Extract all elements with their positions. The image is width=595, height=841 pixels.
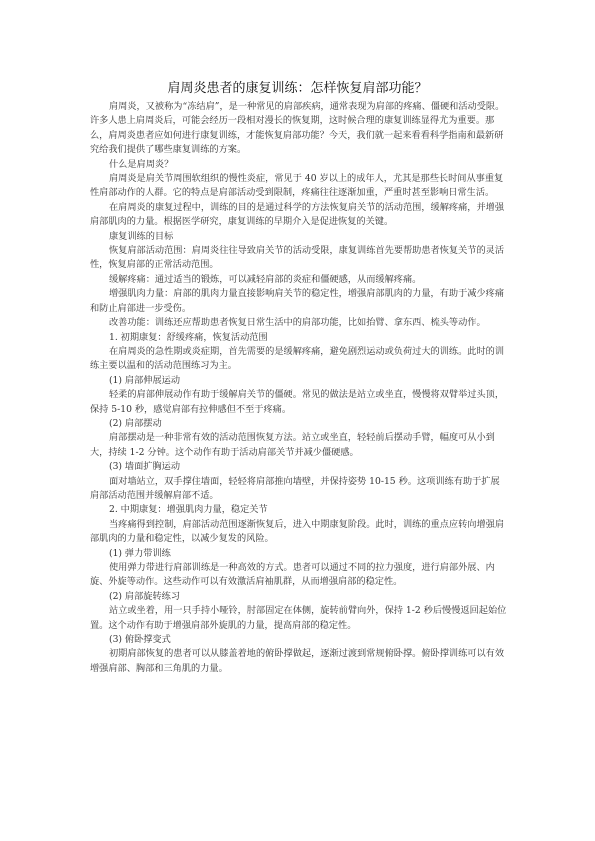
subheading-wall: (3) 墙面扩胸运动 <box>109 461 181 473</box>
heading-stage-1: 1. 初期康复：舒缓疼痛，恢复活动范围 <box>109 331 268 343</box>
paragraph-wall: 面对墙站立，双手撑住墙面，轻轻将肩部推向墙壁，并保持姿势 10-15 秒。这项训练有助于扩展肩部活动范围并缓解肩部不适。 <box>90 475 500 501</box>
document-title: 肩周炎患者的康复训练：怎样恢复肩部功能？ <box>167 81 428 96</box>
paragraph-intro: 肩周炎，又被称为“冻结肩”，是一种常见的肩部疾病，通常表现为肩部的疼痛、僵硬和活动受限。许多人患上肩周炎后，可能会经历一段相对漫长的恢复期，这时候合理的康复训练显得尤为重要。那么，肩周炎患者应如何进行康复训练，才能恢复肩部功能？今天，我们就一起来看看科学指南和最新研究给我们提供了哪些康复训练的方案。 <box>90 101 505 156</box>
goal-strength: 增强肌肉力量：肩部的肌肉力量直接影响肩关节的稳定性，增强肩部肌肉的力量，有助于减少疼痛和防止肩部进一步受伤。 <box>90 288 505 314</box>
paragraph-purpose: 在肩周炎的康复过程中，训练的目的是通过科学的方法恢复肩关节的活动范围，缓解疼痛，并增强肩部肌肉的力量。根据医学研究，康复训练的早期介入是促进恢复的关键。 <box>90 201 505 228</box>
paragraph-rotation: 站立或坐着，用一只手持小哑铃，肘部固定在体侧，旋转前臂向外，保持 1-2 秒后慢慢返回起始位置。这个动作有助于增强肩部外旋肌的力量，提高肩部的稳定性。 <box>90 605 507 631</box>
paragraph-band: 使用弹力带进行肩部训练是一种高效的方式。患者可以通过不同的拉力强度，进行肩部外展、内旋、外旋等动作。这些动作可以有效激活肩袖肌群，从而增强肩部的稳定性。 <box>90 562 495 588</box>
subheading-rotation: (2) 肩部旋转练习 <box>109 590 181 602</box>
subheading-band: (1) 弹力带训练 <box>109 547 171 559</box>
subheading-stretch: (1) 肩部伸展运动 <box>109 374 181 386</box>
paragraph-swing: 肩部摆动是一种非常有效的活动范围恢复方法。站立或坐直，轻轻前后摆动手臂，幅度可从小到大，持续 1-2 分钟。这个动作有助于活动肩部关节并减少僵硬感。 <box>90 432 495 458</box>
heading-goals: 康复训练的目标 <box>109 230 174 242</box>
document-body <box>90 100 508 676</box>
paragraph-definition: 肩周炎是肩关节周围软组织的慢性炎症，常见于 40 岁以上的成年人，尤其是那些长时间从事重复性肩部动作的人群。它的特点是肩部活动受到限制，疼痛往往逐渐加重，严重时甚至影响日常生活。 <box>90 173 504 199</box>
paragraph-stretch: 轻柔的肩部伸展动作有助于缓解肩关节的僵硬。常见的做法是站立或坐直，慢慢将双臂举过头顶，保持 5-10 秒，感觉肩部有拉伸感但不至于疼痛。 <box>90 389 505 415</box>
heading-stage-2: 2. 中期康复：增强肌肉力量，稳定关节 <box>109 504 268 516</box>
subheading-pushup: (3) 俯卧撑变式 <box>109 634 171 646</box>
goal-function: 改善功能：训练还应帮助患者恢复日常生活中的肩部功能，比如抬臂、拿东西、梳头等动作。 <box>109 317 486 329</box>
paragraph-pushup: 初期肩部恢复的患者可以从膝盖着地的俯卧撑做起，逐渐过渡到常规俯卧撑。俯卧撑训练可以有效增强肩部、胸部和三角肌的力量。 <box>90 648 505 674</box>
paragraph-stage-2: 当疼痛得到控制，肩部活动范围逐渐恢复后，进入中期康复阶段。此时，训练的重点应转向增强肩部肌肉的力量和稳定性，以减少复发的风险。 <box>90 518 505 545</box>
goal-pain: 缓解疼痛：通过适当的锻炼，可以减轻肩部的炎症和僵硬感，从而缓解疼痛。 <box>109 273 422 285</box>
heading-what-is: 什么是肩周炎？ <box>109 158 174 170</box>
goal-range: 恢复肩部活动范围：肩周炎往往导致肩关节的活动受限，康复训练首先要帮助患者恢复关节的灵活性，恢复肩部的正常活动范围。 <box>90 245 505 271</box>
subheading-swing: (2) 肩部摆动 <box>109 417 162 429</box>
paragraph-stage-1: 在肩周炎的急性期或炎症期，首先需要的是缓解疼痛，避免剧烈运动或负荷过大的训练。此时的训练主要以温和的活动范围练习为主。 <box>90 345 505 372</box>
